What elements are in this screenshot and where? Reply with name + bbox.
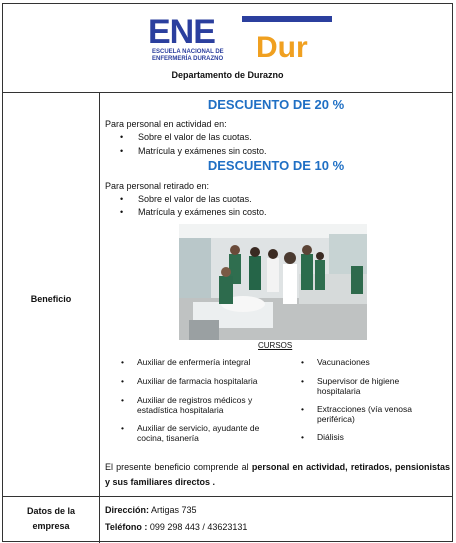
school-logo: [146, 13, 342, 67]
bullet-icon: •: [121, 376, 124, 386]
bullet-icon: •: [121, 395, 124, 405]
discount-10-intro: Para personal retirado en:: [105, 181, 210, 191]
bullet-icon: •: [120, 207, 124, 217]
benefit-closing-text: El presente beneficio comprende al personal en actividad, retirados, pensionistas y sus familiares directos .: [105, 462, 451, 487]
department-title: Departamento de Durazno: [171, 70, 284, 80]
svg-text:Dur: Dur: [256, 31, 308, 64]
benefit-label: Beneficio: [30, 294, 72, 304]
svg-text:ENE: ENE: [148, 13, 215, 51]
bullet-icon: •: [120, 146, 124, 156]
bullet-icon: •: [121, 357, 124, 367]
courses-title: CURSOS: [258, 341, 293, 350]
svg-text:ESCUELA NACIONAL DE: ESCUELA NACIONAL DE: [152, 49, 224, 55]
bullet-icon: •: [121, 423, 124, 433]
discount-10-title: DESCUENTO DE 10 %: [207, 158, 345, 173]
company-address: Dirección: Artigas 735: [105, 505, 197, 515]
benefit-sheet: ENE Dur ESCUELA NACIONAL DE ENFERMERÍA DURAZNO Departamento de Durazno Beneficio DESCUENTO DE 20 % Para personal en actividad en: • Sobre el valor de las cuotas. • Matrícula y exámenes sin costo. DESCUENTO DE 10 % Para personal retirado en: • Sobre el valor de las cuotas. • Matrícula y exámenes sin costo. CURSOS • Auxiliar de enfermería integral • Auxiliar de farmacia hospitalaria • Auxiliar de registros médicos y estadística hospitalaria • Auxiliar de servicio, ayudante de cocina, tisanería • Vacunaciones • Supervisor de higiene hospitalaria • Extracciones (vía venosa periférica) • Diálisis El presente beneficio comprende al personal en actividad, retirados, pensionistas y sus familiares directos . Datos de la empresa Dirección: Artigas 735 Teléfono : 099 298 443 / 43623131: [2, 3, 453, 542]
bullet-icon: •: [301, 376, 304, 386]
company-phone: Teléfono : 099 298 443 / 43623131: [105, 522, 248, 532]
bullet-icon: •: [301, 404, 304, 414]
discount-20-intro: Para personal en actividad en:: [105, 119, 227, 129]
bullet-icon: •: [301, 432, 304, 442]
svg-text:ENFERMERÍA DURAZNO: ENFERMERÍA DURAZNO: [152, 56, 224, 62]
company-label: Datos de la empresa: [26, 506, 75, 531]
nursing-class-photo: [179, 224, 367, 340]
discount-20-title: DESCUENTO DE 20 %: [207, 97, 345, 112]
header: [3, 4, 452, 93]
bullet-icon: •: [301, 357, 304, 367]
bullet-icon: •: [120, 194, 124, 204]
bullet-icon: •: [120, 132, 124, 142]
